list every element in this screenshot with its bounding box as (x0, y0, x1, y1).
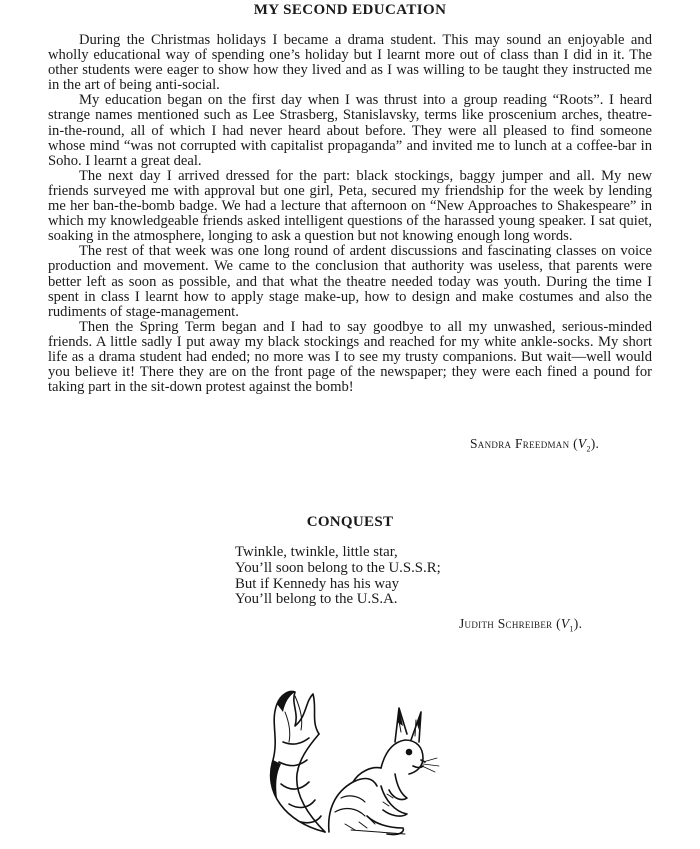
essay-paragraph: The rest of that week was one long round of ardent discussions and fascinating classes on voice production and movement. We came to the conclusion that authority was useless, that parents were better left as soon as possible, and that what the theatre needed today was youth. During the time I spent in class I learnt how to apply stage make-up, how to design and make costumes and also the rudiments of stage-management. (48, 243, 652, 320)
poem-line: Twinkle, twinkle, little star, (235, 544, 398, 560)
poem-line: But if Kennedy has his way (235, 575, 399, 592)
poem-line: You’ll soon belong to the U.S.S.R; (235, 559, 441, 576)
poem-author-form: V (560, 616, 570, 631)
essay-title: MY SECOND EDUCATION (253, 2, 447, 18)
essay-paragraph: Then the Spring Term began and I had to say goodbye to all my unwashed, serious-minded friends. A little sadly I put away my black stockings and reached for my white ankle-socks. My short life as a drama student had ended; no more was I to see my trusty companions. But wait—well would you believe it! There they are on the front page of the newspaper; they were each fined a pound for taking part in the sit-down protest against the bomb! (48, 318, 652, 396)
essay-author-signature: Sandra Freedman $(V_2)$. (470, 436, 600, 454)
essay-author-name: Sandra Freedman (470, 436, 570, 451)
poem-title: CONQUEST (306, 514, 394, 530)
poem-body (235, 545, 441, 608)
squirrel-illustration (255, 682, 445, 842)
essay-paragraph: The next day I arrived dressed for the part: black stockings, baggy jumper and all. My new friends surveyed me with approval but one girl, Peta, secured my friendship for the week by lending me her ban-the-bomb badge. We had a lecture that afternoon on “New Approaches to Shakespeare” in which my knowledgeable friends asked intelligent questions of the harassed young speaker. I sat quiet, soaking in the atmosphere, longing to ask a question but not knowing enough long words. (48, 167, 652, 245)
essay-author-form-sub: 2 (586, 444, 591, 454)
essay-author-form: V (577, 436, 587, 451)
essay-body (48, 33, 652, 395)
poem-author-form-sub: 1 (569, 624, 574, 634)
poem-author-signature: Judith Schreiber $(V_1)$. (459, 616, 583, 634)
essay-paragraph: During the Christmas holidays I became a drama student. This may sound an enjoyable and wholly educational way of spending one’s holiday but I learnt more out of class than I did in it. The other students were eager to show how they lived and as I was willing to be taught they instructed me in the art of being anti-social. (48, 32, 652, 94)
poem-line: You’ll belong to the U.S.A. (235, 591, 398, 608)
poem-author-name: Judith Schreiber (459, 616, 553, 631)
essay-paragraph: My education began on the first day when I was thrust into a group reading “Roots”. I heard strange names mentioned such as Lee Strasberg, Stanislavsky, terms like proscenium arches, theatre-in-the-round, all of which I had never heard about before. They were all pleased to find someone whose mind “was not corrupted with capitalist propaganda” and invited me to lunch at a coffee-bar in Soho. I learnt a great deal. (48, 92, 652, 169)
